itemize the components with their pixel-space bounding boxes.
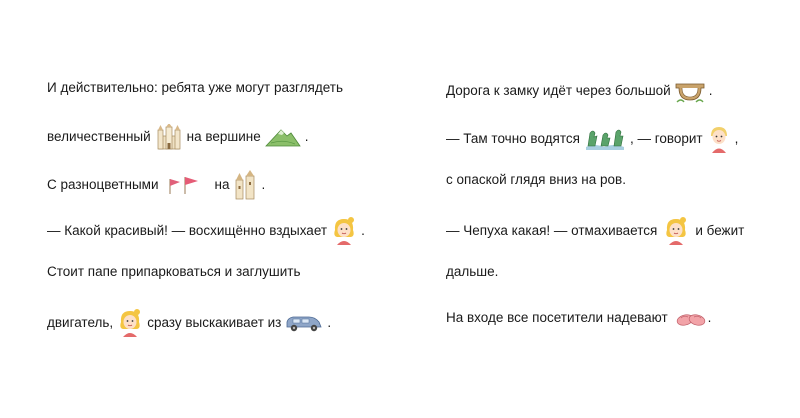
- text: И действительно: ребята уже могут разглядеть: [47, 80, 344, 95]
- text: на: [214, 177, 230, 192]
- girl-icon: [331, 216, 357, 246]
- text: .: [304, 129, 309, 144]
- castle-icon: [155, 124, 183, 150]
- right-line-3: [446, 170, 626, 190]
- left-line-6: [47, 308, 331, 338]
- text: .: [707, 310, 712, 325]
- girl-icon: [663, 216, 689, 246]
- text: С разноцветными: [47, 177, 159, 192]
- text: дальше.: [446, 264, 499, 279]
- left-line-3: [47, 170, 265, 200]
- text: сразу выскакивает из: [147, 315, 282, 330]
- text: — Чепуха какая! — отмахивается: [446, 223, 658, 238]
- text: .: [261, 177, 266, 192]
- slippers-icon: [676, 308, 706, 328]
- text: .: [327, 315, 332, 330]
- boy-icon: [707, 124, 731, 154]
- left-line-4: [47, 216, 365, 246]
- left-line-2: [47, 124, 309, 150]
- text: .: [708, 83, 713, 98]
- text: величественный: [47, 129, 151, 144]
- text: ,: [734, 131, 739, 146]
- right-page: [400, 0, 800, 418]
- right-line-2: [446, 124, 738, 154]
- text: на вершине: [186, 129, 261, 144]
- towers-icon: [233, 170, 257, 200]
- text: На входе все посетители надевают: [446, 310, 668, 325]
- text: Дорога к замку идёт через большой: [446, 83, 671, 98]
- car-icon: [285, 313, 323, 333]
- left-line-1: [47, 78, 343, 98]
- right-line-1: [446, 78, 712, 104]
- mountain-icon: [265, 127, 301, 147]
- text: .: [361, 223, 365, 238]
- crocodiles-icon: [584, 127, 626, 151]
- text: — Какой красивый! — восхищённо вздыхает: [47, 223, 328, 238]
- text: Стоит папе припарковаться и заглушить: [47, 264, 301, 279]
- right-line-5: [446, 262, 498, 282]
- text: , — говорит: [629, 131, 703, 146]
- text: и бежит: [695, 223, 745, 238]
- text: — Там точно водятся: [446, 131, 580, 146]
- right-line-4: [446, 216, 744, 246]
- girl-icon: [117, 308, 143, 338]
- bridge-icon: [675, 78, 705, 104]
- text: с опаской глядя вниз на ров.: [446, 172, 626, 187]
- text: двигатель,: [47, 315, 114, 330]
- left-line-5: [47, 262, 301, 282]
- right-line-6: [446, 308, 711, 328]
- flags-icon: [167, 175, 201, 195]
